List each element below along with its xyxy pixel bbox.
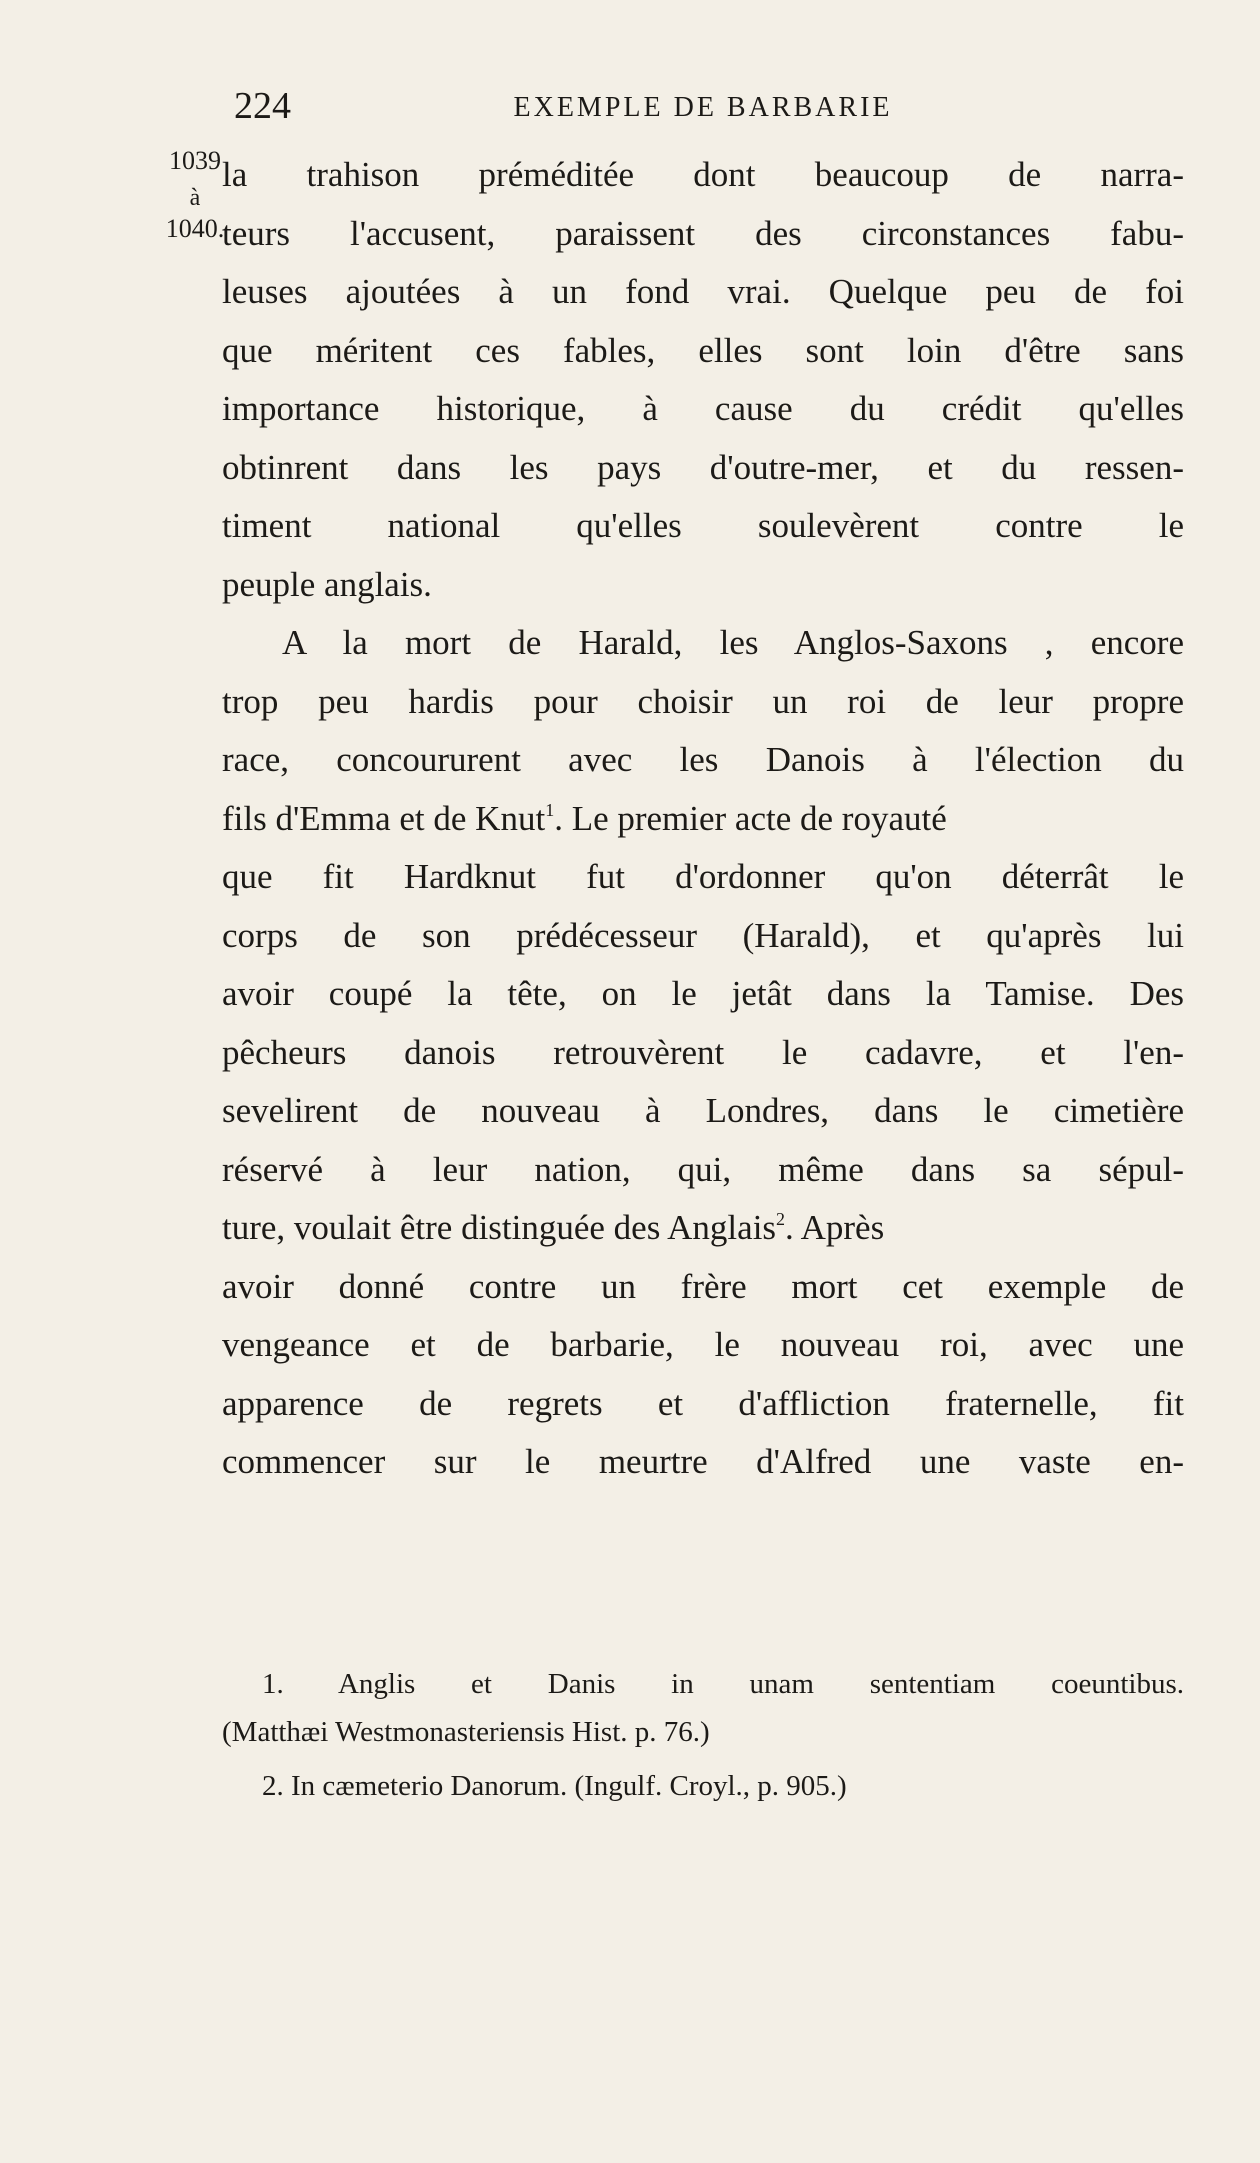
text-line: sevelirent de nouveau à Londres, dans le cimetière — [222, 1091, 1184, 1130]
footnote-text: In cæmeterio Danorum. (Ingulf. Croyl., p. 905.) — [291, 1770, 847, 1802]
text-line: teurs l'accusent, paraissent des circonstances fabu- — [222, 213, 1184, 253]
margin-date-end: 1040. — [165, 214, 225, 243]
footnote-ref: 2 — [776, 1209, 786, 1229]
footnote-number: 2. — [262, 1770, 284, 1802]
margin-date-start: 1039 — [169, 146, 221, 175]
text-line: que méritent ces fables, elles sont loin d'être sans — [222, 330, 1184, 370]
footnotes — [222, 1660, 1184, 1810]
text-line: la trahison préméditée dont beaucoup de narra- — [222, 155, 1184, 194]
text-fragment: ture, voulait être distinguée des Anglais — [222, 1208, 777, 1247]
margin-date-connector: à — [189, 185, 201, 211]
text-line: timent national qu'elles soulevèrent contre le — [222, 506, 1184, 545]
footnote-1-continued: (Matthæi Westmonasteriensis Hist. p. 76.) — [222, 1716, 710, 1748]
text-line: avoir donné contre un frère mort cet exemple de — [222, 1266, 1184, 1306]
text-line: peuple anglais. — [222, 564, 432, 604]
footnote-text: Anglis et Danis in unam sententiam coeuntibus. — [337, 1668, 1185, 1700]
footnote-1 — [222, 1660, 1184, 1708]
text-line: trop peu hardis pour choisir un roi de leur propre — [222, 681, 1184, 721]
text-line — [222, 1199, 1184, 1258]
text-line: apparence de regrets et d'affliction fraternelle, fit — [222, 1383, 1184, 1423]
text-line: A la mort de Harald, les Anglos-Saxons , encore — [282, 623, 1184, 662]
text-line: commencer sur le meurtre d'Alfred une vaste en- — [222, 1442, 1184, 1481]
footnote-2 — [222, 1762, 1184, 1810]
text-line: corps de son prédécesseur (Harald), et qu'après lui — [222, 915, 1184, 955]
text-line: race, concoururent avec les Danois à l'élection du — [222, 740, 1184, 779]
text-line: importance historique, à cause du crédit qu'elles — [222, 389, 1184, 428]
text-line: vengeance et de barbarie, le nouveau roi, avec une — [222, 1325, 1184, 1364]
text-line: réservé à leur nation, qui, même dans sa sépul- — [222, 1149, 1184, 1189]
text-fragment: . Après — [785, 1208, 885, 1247]
page-header — [222, 84, 1184, 128]
running-head: EXEMPLE DE BARBARIE — [513, 92, 893, 123]
text-fragment: . Le premier acte de royauté — [554, 798, 947, 838]
text-line: que fit Hardknut fut d'ordonner qu'on déterrât le — [222, 857, 1184, 896]
text-line: pêcheurs danois retrouvèrent le cadavre, et l'en- — [222, 1032, 1184, 1072]
text-fragment: fils d'Emma et de Knut — [222, 798, 546, 838]
footnote-ref: 1 — [545, 799, 555, 820]
text-line: obtinrent dans les pays d'outre-mer, et du ressen- — [222, 447, 1184, 487]
text-line: avoir coupé la tête, on le jetât dans la Tamise. Des — [222, 974, 1184, 1013]
margin-date-note — [160, 148, 230, 242]
page-number: 224 — [234, 85, 291, 127]
main-text — [222, 146, 1184, 1492]
text-line — [222, 790, 1184, 849]
text-line: leuses ajoutées à un fond vrai. Quelque peu de foi — [222, 272, 1184, 311]
footnote-number: 1. — [262, 1668, 284, 1700]
